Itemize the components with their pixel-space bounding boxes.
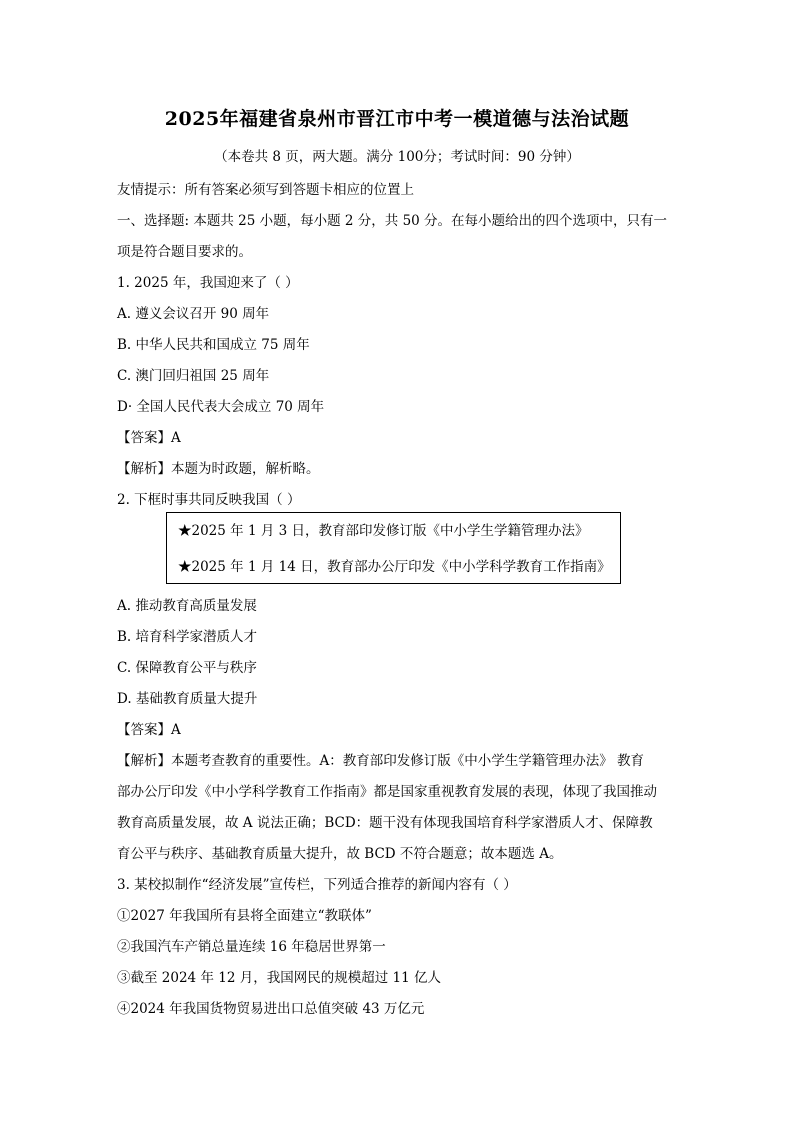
q1-option-d: D· 全国人民代表大会成立 70 周年 — [117, 399, 325, 415]
news-item-1: ★2025 年 1 月 3 日，教育部印发修订版《中小学生学籍管理办法》 — [178, 523, 589, 539]
news-item-2: ★2025 年 1 月 14 日，教育部办公厅印发《中小学科学教育工作指南》 — [178, 559, 611, 575]
q2-analysis-line1: 【解析】本题考查教育的重要性。A：教育部印发修订版《中小学生学籍管理办法》 教育 — [117, 753, 645, 769]
q3-stem: 3. 某校拟制作“经济发展”宣传栏，下列适合推荐的新闻内容有（ ） — [117, 877, 517, 893]
q2-stem: 2. 下框时事共同反映我国（ ） — [117, 492, 301, 508]
q3-item-4: ④2024 年我国货物贸易进出口总值突破 43 万亿元 — [117, 1001, 425, 1017]
news-box — [166, 512, 621, 584]
q3-item-1: ①2027 年我国所有县将全面建立“教联体” — [117, 908, 372, 924]
q2-option-c: C. 保障教育公平与秩序 — [117, 660, 257, 676]
friendly-tip: 友情提示：所有答案必须写到答题卡相应的位置上 — [117, 182, 414, 198]
q2-option-b: B. 培育科学家潜质人才 — [117, 629, 258, 645]
exam-info: （本卷共 8 页，两大题。满分 100分；考试时间：90 分钟） — [214, 149, 580, 165]
q3-item-2: ②我国汽车产销总量连续 16 年稳居世界第一 — [117, 939, 386, 955]
q2-option-d: D. 基础教育质量大提升 — [117, 691, 258, 707]
q1-option-b: B. 中华人民共和国成立 75 周年 — [117, 337, 310, 353]
q2-analysis-line2: 部办公厅印发《中小学科学教育工作指南》都是国家重视教育发展的表现，体现了我国推动 — [117, 784, 657, 800]
q2-answer: 【答案】A — [117, 722, 181, 738]
q1-analysis: 【解析】本题为时政题，解析略。 — [117, 461, 320, 477]
q2-option-a: A. 推动教育高质量发展 — [117, 598, 257, 614]
q1-answer: 【答案】A — [117, 430, 181, 446]
q2-analysis-line3: 教育高质量发展，故 A 说法正确；BCD：题干没有体现我国培育科学家潜质人才、保障教 — [117, 815, 653, 831]
page-title: 2025年福建省泉州市晋江市中考一模道德与法治试题 — [164, 108, 630, 130]
q1-stem: 1. 2025 年，我国迎来了（ ） — [117, 275, 299, 291]
section-instructions-line2: 项是符合题目要求的。 — [117, 244, 252, 260]
q2-analysis-line4: 育公平与秩序、基础教育质量大提升，故 BCD 不符合题意；故本题选 A。 — [117, 846, 563, 862]
q1-option-c: C. 澳门回归祖国 25 周年 — [117, 368, 270, 384]
q3-item-3: ③截至 2024 年 12 月，我国网民的规模超过 11 亿人 — [117, 970, 441, 986]
section-instructions-line1: 一、选择题: 本题共 25 小题，每小题 2 分，共 50 分。在每小题给出的四个选项中，只有一 — [117, 213, 668, 229]
q1-option-a: A. 遵义会议召开 90 周年 — [117, 306, 270, 322]
